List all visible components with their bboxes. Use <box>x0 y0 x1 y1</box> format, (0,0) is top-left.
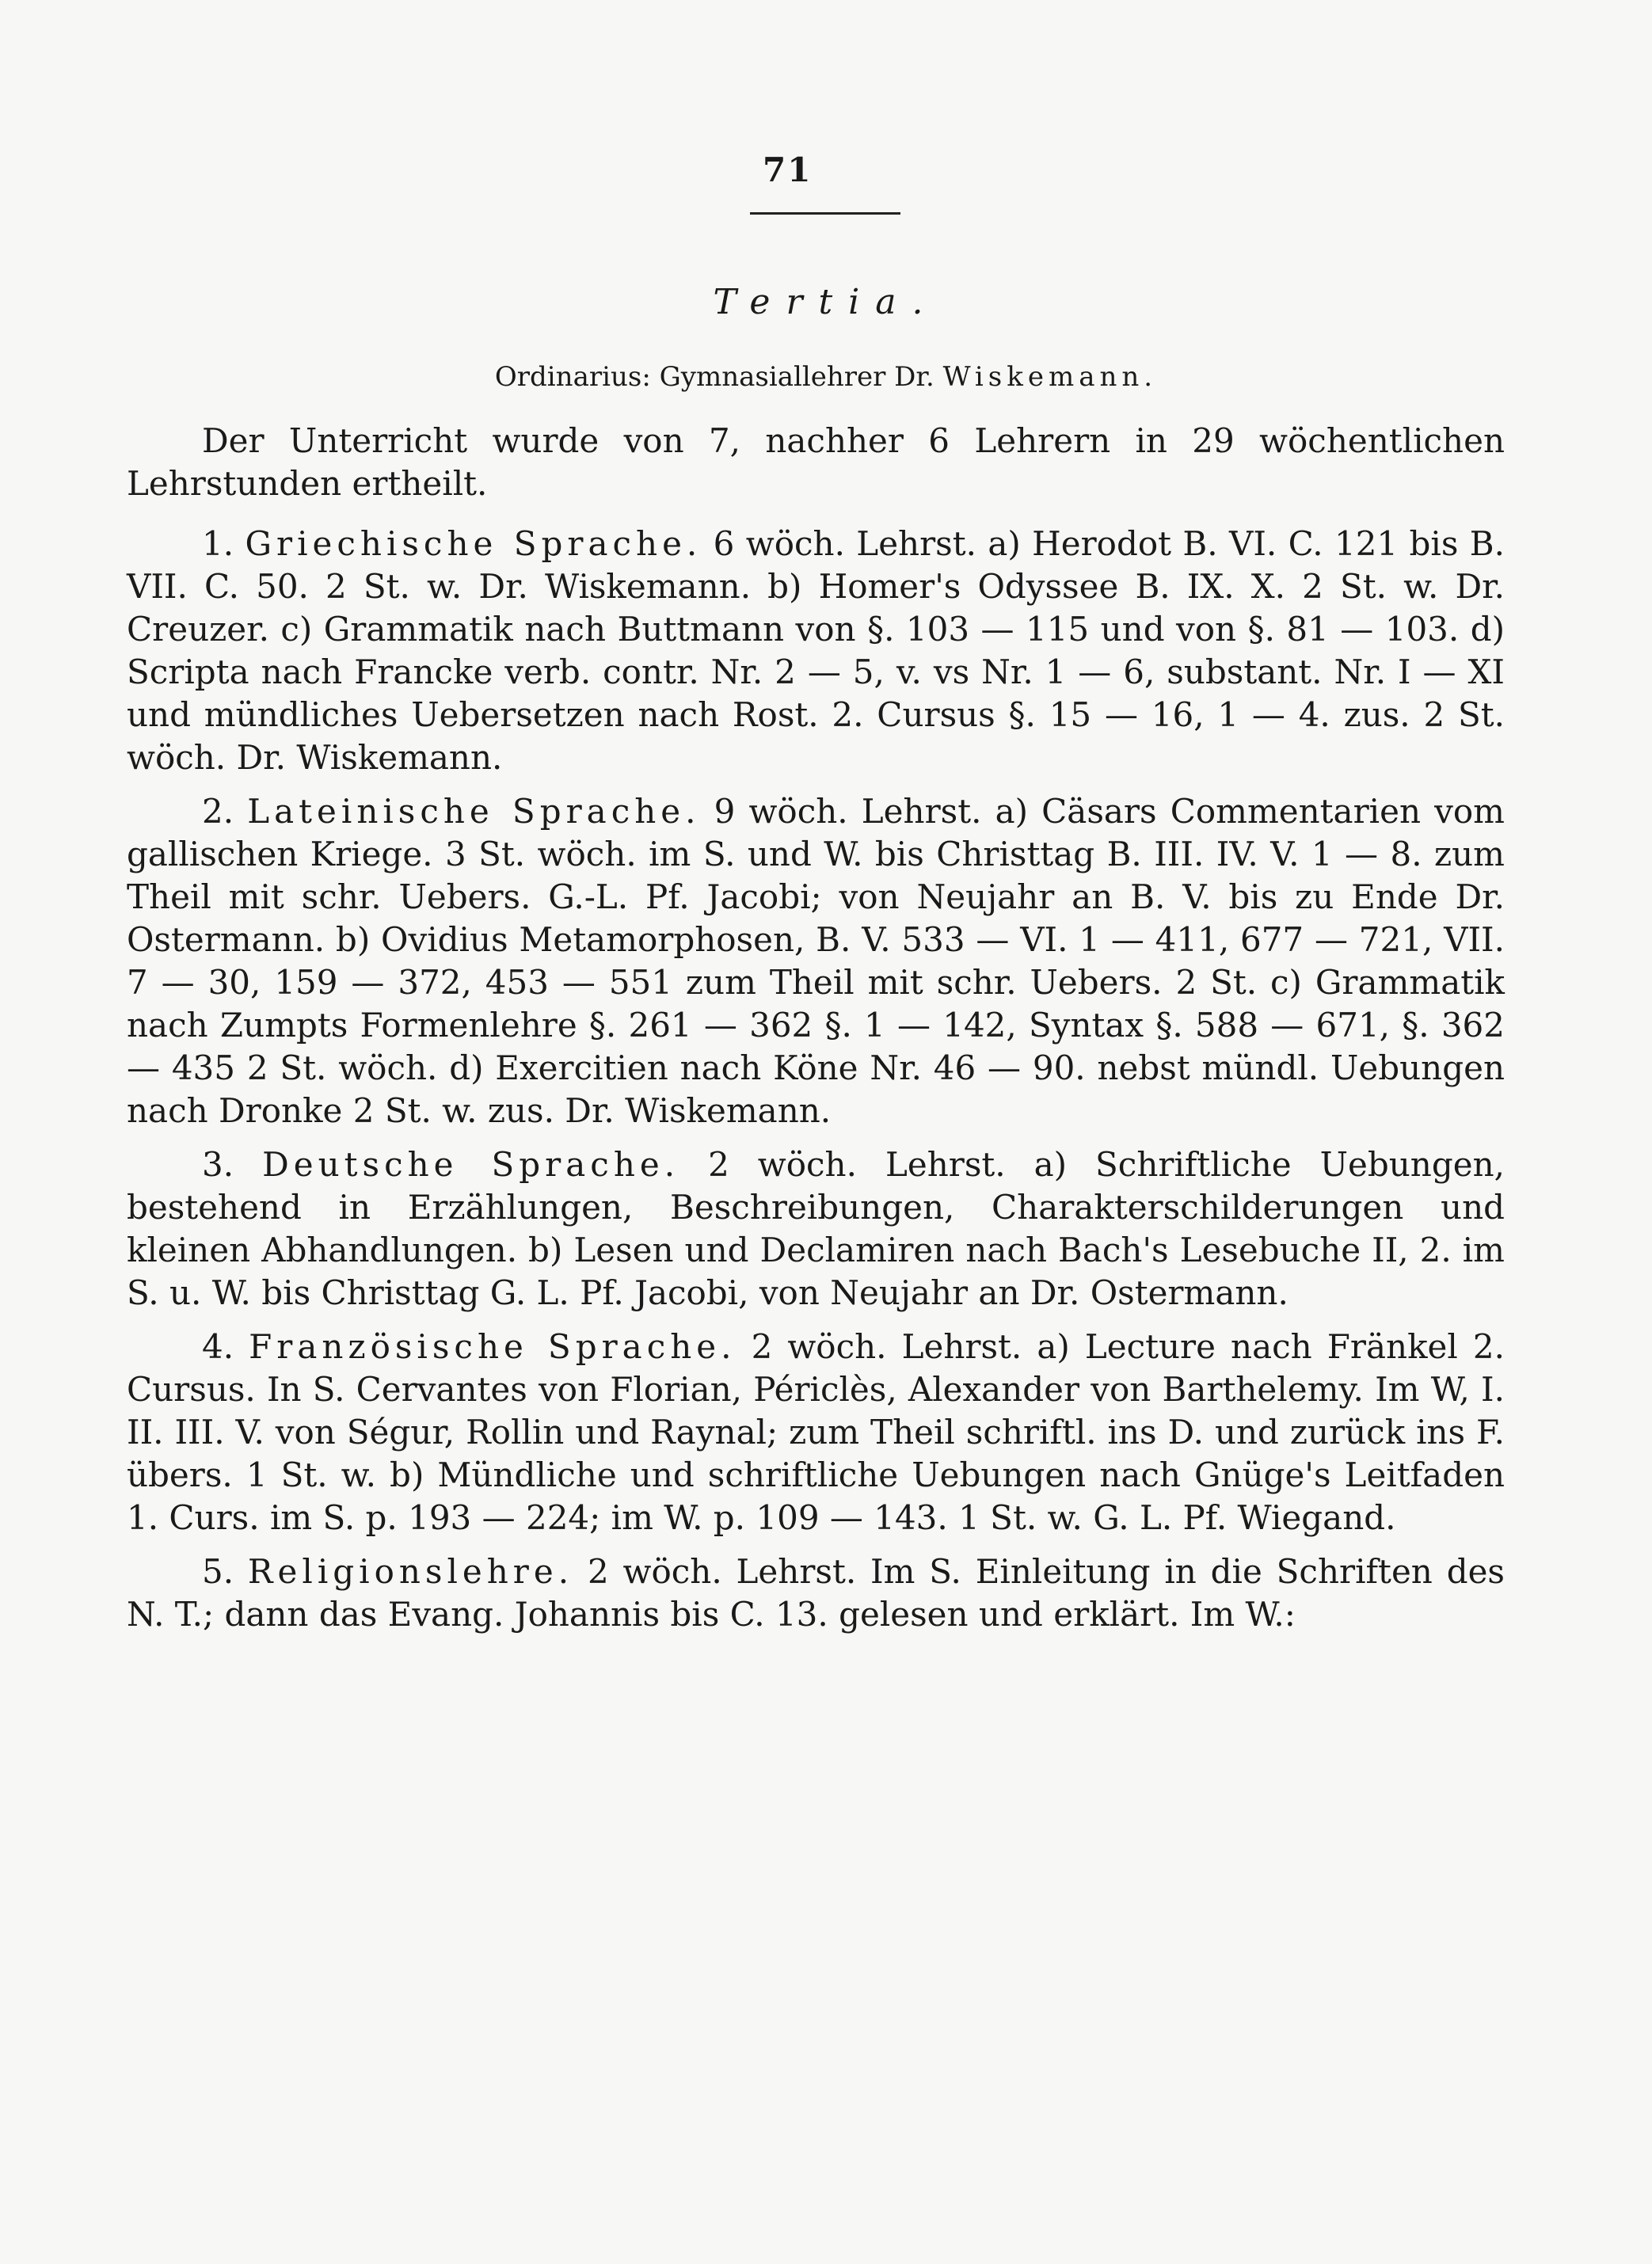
ordinarius-name: Wiskemann. <box>942 361 1158 393</box>
ordinarius-label: Ordinarius: <box>494 361 651 393</box>
body-text <box>127 420 1505 1647</box>
subject-number: 1. <box>202 524 234 563</box>
subject-paragraph-religion <box>127 1551 1505 1636</box>
subject-text: 2 wöch. Lehrst. a) Lecture nach Fränkel 2. Cursus. In S. Cervantes von Florian, Périclès, Alexander von Barthelemy. Im W, I. II. III. V. von Ségur, Rollin und Raynal; zum Theil schriftl. ins D. und zurück ins F. übers. 1 St. w. b) Mündliche und schriftliche Uebungen nach Gnüge's Leitfaden 1. Curs. im S. p. 193 — 224; im W. p. 109 — 143. 1 St. w. G. L. Pf. Wiegand. <box>127 1327 1505 1537</box>
subject-text: 2 wöch. Lehrst. Im S. Einleitung in die Schriften des N. T.; dann das Evang. Johannis bis C. 13. gelesen und erklärt. Im W.: <box>127 1552 1505 1634</box>
ordinarius-line <box>0 361 1652 393</box>
subject-number: 4. <box>202 1327 234 1366</box>
subject-text: 6 wöch. Lehrst. a) Herodot B. VI. C. 121 bis B. VII. C. 50. 2 St. w. Dr. Wiskemann. b) Homer's Odyssee B. IX. X. 2 St. w. Dr. Creuzer. c) Grammatik nach Buttmann von §. 103 — 115 und von §. 81 — 103. d) Scripta nach Francke verb. contr. Nr. 2 — 5, v. vs Nr. 1 — 6, substant. Nr. I — XI und mündliches Uebersetzen nach Rost. 2. Cursus §. 15 — 16, 1 — 4. zus. 2 St. wöch. Dr. Wiskemann. <box>127 524 1505 777</box>
subject-paragraph-german <box>127 1143 1505 1315</box>
intro-paragraph: Der Unterricht wurde von 7, nachher 6 Lehrern in 29 wöchentlichen Lehrstunden ertheilt. <box>127 421 1505 503</box>
subject-paragraph-french <box>127 1326 1505 1539</box>
subject-name: Griechische Sprache. <box>245 524 702 563</box>
subject-name: Französische Sprache. <box>249 1327 737 1366</box>
subject-text: 9 wöch. Lehrst. a) Cäsars Commentarien vom gallischen Kriege. 3 St. wöch. im S. und W. bis Christtag B. III. IV. V. 1 — 8. zum Theil mit schr. Uebers. G.-L. Pf. Jacobi; von Neujahr an B. V. bis zu Ende Dr. Ostermann. b) Ovidius Metamorphosen, B. V. 533 — VI. 1 — 411, 677 — 721, VII. 7 — 30, 159 — 372, 453 — 551 zum Theil mit schr. Uebers. 2 St. c) Grammatik nach Zumpts Formenlehre §. 261 — 362 §. 1 — 142, Syntax §. 588 — 671, §. 362 — 435 2 St. wöch. d) Exercitien nach Köne Nr. 46 — 90. nebst mündl. Uebungen nach Dronke 2 St. w. zus. Dr. Wiskemann. <box>127 792 1505 1130</box>
subject-text: 2 wöch. Lehrst. a) Schriftliche Uebungen, bestehend in Erzählungen, Beschreibungen, Charakterschilderungen und kleinen Abhandlungen. b) Lesen und Declamiren nach Bach's Lesebuche II, 2. im S. u. W. bis Christtag G. L. Pf. Jacobi, von Neujahr an Dr. Ostermann. <box>127 1145 1505 1312</box>
subject-number: 2. <box>202 792 234 831</box>
subject-number: 3. <box>202 1145 234 1184</box>
page-number: 71 <box>763 150 813 189</box>
section-title: Tertia. <box>713 282 939 322</box>
subject-paragraph-latin <box>127 790 1505 1132</box>
subject-paragraph-greek <box>127 523 1505 779</box>
subject-number: 5. <box>202 1552 234 1591</box>
subject-name: Deutsche Sprache. <box>262 1145 680 1184</box>
ordinarius-role: Gymnasiallehrer Dr. <box>659 361 934 393</box>
subject-name: Religionslehre. <box>247 1552 574 1591</box>
subject-name: Lateinische Sprache. <box>247 792 701 831</box>
page-number-rule <box>750 212 900 215</box>
